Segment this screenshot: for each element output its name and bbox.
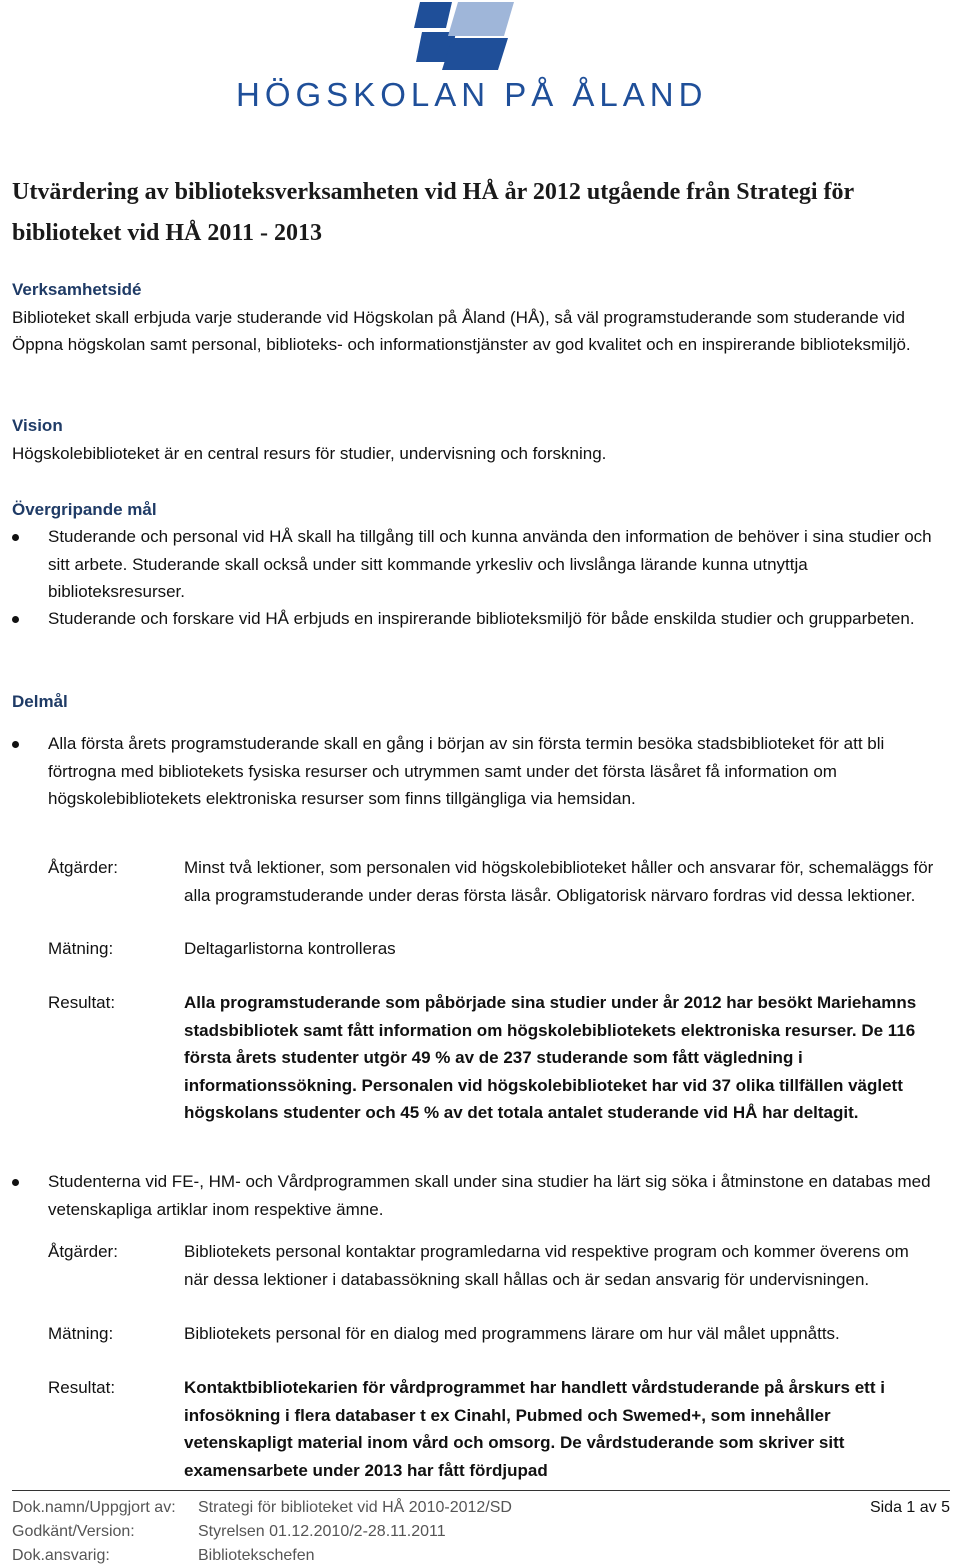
matning-row: [48, 1320, 938, 1348]
footer-docname-label: Dok.namn/Uppgjort av:: [12, 1499, 176, 1516]
page-number: Sida 1 av 5: [869, 1499, 950, 1516]
bullet-icon: [12, 616, 19, 623]
atgarder-label: Åtgärder:: [48, 858, 118, 877]
list-item-text: Studerande och forskare vid HÅ erbjuds en inspirerande biblioteksmiljö för både enskilda studier och grupparbeten.: [48, 609, 915, 628]
footer-docname-value: Strategi för biblioteket vid HÅ 2010-2012/SD: [198, 1499, 512, 1516]
resultat-row: [48, 1374, 938, 1484]
section-text: Biblioteket skall erbjuda varje studerande vid Högskolan på Åland (HÅ), så väl programstuderande som studerande vid Öppna högskolan samt personal, biblioteks- och informationstjänster av god kvalitet och en inspirerande biblioteksmiljö.: [12, 307, 911, 354]
section-heading: Vision: [12, 416, 63, 435]
list-item: [12, 523, 932, 606]
goal-text: Studenterna vid FE-, HM- och Vårdprogrammen skall under sina studier ha lärt sig söka i åtminstone en databas med vetenskapliga artiklar inom respektive ämne.: [48, 1172, 931, 1219]
bullet-icon: [12, 534, 19, 541]
resultat-text: Kontaktbibliotekarien för vårdprogrammet har handlett vårdstuderande på årskurs ett i infosökning i flera databaser t ex Cinahl, Pubmed och Swemed+, som innehåller vetenskapligt material inom vård och omsorg. De vårdstuderande som skriver sitt examensarbete under 2013 har fått fördjupad: [184, 1378, 885, 1480]
section-overgripande-heading: [12, 496, 942, 524]
matning-row: [48, 935, 938, 963]
list-item-text: Studerande och personal vid HÅ skall ha tillgång till och kunna använda den information de behöver i sina studier och sitt arbete. Studerande skall också under sitt kommande yrkesliv och livslånga lärande kunna utnyttja biblioteksresurser.: [48, 527, 932, 601]
page-footer: [12, 1490, 950, 1568]
section-heading: Övergripande mål: [12, 500, 157, 519]
footer-responsible-label: Dok.ansvarig:: [12, 1547, 110, 1564]
goal-item: [12, 1168, 932, 1223]
document-title: Utvärdering av biblioteksverksamheten vid HÅ år 2012 utgående från Strategi för biblioteket vid HÅ 2011 - 2013: [12, 179, 854, 246]
bullet-icon: [12, 741, 19, 748]
atgarder-row: [48, 1238, 938, 1293]
footer-approved-value: Styrelsen 01.12.2010/2-28.11.2011: [198, 1523, 446, 1540]
footer-responsible-value: Bibliotekschefen: [198, 1547, 315, 1564]
goal-text: Alla första årets programstuderande skall en gång i början av sin första termin besöka stadsbiblioteket för att bli förtrogna med bibliotekets fysiska resurser och utrymmen samt under det första läsåret få information om högskolebibliotekets elektroniska resurser som finns tillgängliga via hemsidan.: [48, 734, 885, 808]
footer-approved-label: Godkänt/Version:: [12, 1523, 135, 1540]
atgarder-row: [48, 854, 938, 909]
list-item: [12, 605, 932, 633]
logo: [0, 0, 960, 113]
matning-text: Bibliotekets personal för en dialog med programmens lärare om hur väl målet uppnåtts.: [184, 1324, 840, 1343]
goal-item: [12, 730, 932, 813]
bullet-icon: [12, 1179, 19, 1186]
atgarder-text: Minst två lektioner, som personalen vid högskolebiblioteket håller och ansvarar för, schemaläggs för alla programstuderande under deras första läsår. Obligatorisk närvaro fordras vid dessa lektioner.: [184, 858, 934, 905]
logo-wordmark: HÖGSKOLAN PÅ ÅLAND: [236, 76, 708, 113]
section-delmal-heading: [12, 688, 942, 716]
atgarder-label: Åtgärder:: [48, 1242, 118, 1261]
logo-mark-icon: [412, 0, 522, 72]
resultat-label: Resultat:: [48, 993, 116, 1012]
matning-text: Deltagarlistorna kontrolleras: [184, 939, 396, 958]
section-vision: [12, 412, 942, 467]
section-verksamhetside: [12, 276, 942, 359]
atgarder-text: Bibliotekets personal kontaktar programledarna vid respektive program och kommer överens om när dessa lektioner i databassökning skall hållas och är sedan ansvarig för undervisningen.: [184, 1242, 909, 1289]
resultat-label: Resultat:: [48, 1378, 116, 1397]
section-heading: Verksamhetsidé: [12, 280, 142, 299]
matning-label: Mätning:: [48, 939, 114, 958]
matning-label: Mätning:: [48, 1324, 114, 1343]
section-text: Högskolebiblioteket är en central resurs för studier, undervisning och forskning.: [12, 443, 607, 463]
resultat-text: Alla programstuderande som påbörjade sina studier under år 2012 har besökt Mariehamns stadsbibliotek samt fått information om högskolebibliotekets elektroniska resurser. De 116 första årets studenter utgör 49 % av de 237 studerande som fått vägledning i informationssökning. Personalen vid högskolebiblioteket har vid 37 olika tillfällen väglett högskolans studenter och 45 % av det totala antalet studerande vid HÅ har deltagit.: [184, 993, 917, 1122]
resultat-row: [48, 989, 938, 1127]
section-heading: Delmål: [12, 692, 68, 711]
